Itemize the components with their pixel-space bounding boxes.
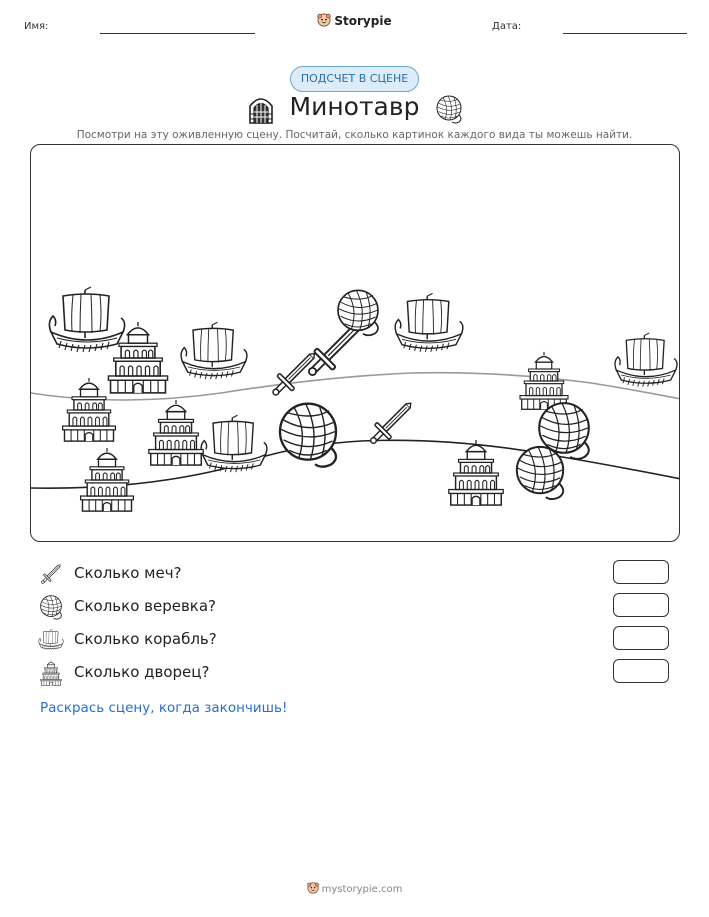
palace-6 (449, 440, 503, 505)
activity-badge: ПОДСЧЕТ В СЦЕНЕ (290, 66, 419, 92)
answer-box-ship[interactable] (613, 626, 669, 650)
date-line[interactable] (563, 33, 687, 34)
footer (0, 882, 709, 895)
sword-3 (364, 396, 418, 450)
question-row-ship (38, 627, 678, 653)
yarn-4 (517, 447, 563, 499)
answer-box-sword[interactable] (613, 560, 669, 584)
mascot-icon (307, 882, 319, 894)
question-text: Сколько дворец? (74, 663, 210, 681)
title-row (0, 92, 709, 126)
question-text: Сколько веревка? (74, 597, 217, 615)
answer-box-palace[interactable] (613, 659, 669, 683)
yarn-ball-icon (38, 594, 64, 620)
question-row-yarn (38, 594, 678, 620)
palace-icon (38, 660, 64, 686)
name-label: Имя: (24, 21, 49, 32)
yarn-2 (280, 404, 336, 467)
scene-illustration (31, 145, 680, 542)
yarn-ball-icon (434, 94, 464, 124)
instructions: Посмотри на эту оживленную сцену. Посчитай, сколько картинок каждого вида ты можешь найти. (76, 129, 633, 141)
question-text: Сколько меч? (74, 564, 182, 582)
palace-5 (520, 352, 568, 409)
palace-4 (81, 448, 134, 511)
page-title: Минотавр (289, 92, 420, 121)
yarn-1 (338, 290, 378, 335)
footer-url[interactable]: mystorypie.com (321, 884, 403, 895)
name-line[interactable] (100, 33, 255, 34)
palace-2 (63, 378, 116, 441)
ship-3 (395, 293, 463, 352)
ship-icon (38, 627, 64, 653)
ship-1 (49, 287, 124, 352)
palace-3 (149, 400, 203, 465)
ship-5 (201, 415, 267, 472)
ship-4 (615, 333, 677, 387)
answer-box-yarn[interactable] (613, 593, 669, 617)
question-row-palace (38, 660, 678, 686)
coloring-instruction: Раскрась сцену, когда закончишь! (40, 700, 288, 716)
date-label: Дата: (492, 21, 522, 32)
ship-2 (181, 322, 247, 379)
palace-1 (108, 322, 167, 393)
sword-icon (38, 561, 64, 587)
mascot-icon (317, 13, 331, 27)
brand-name: Storypie (334, 14, 392, 28)
brand-logo (0, 13, 709, 28)
counting-scene (30, 144, 680, 542)
question-row-sword (38, 561, 678, 587)
question-text: Сколько корабль? (74, 630, 217, 648)
